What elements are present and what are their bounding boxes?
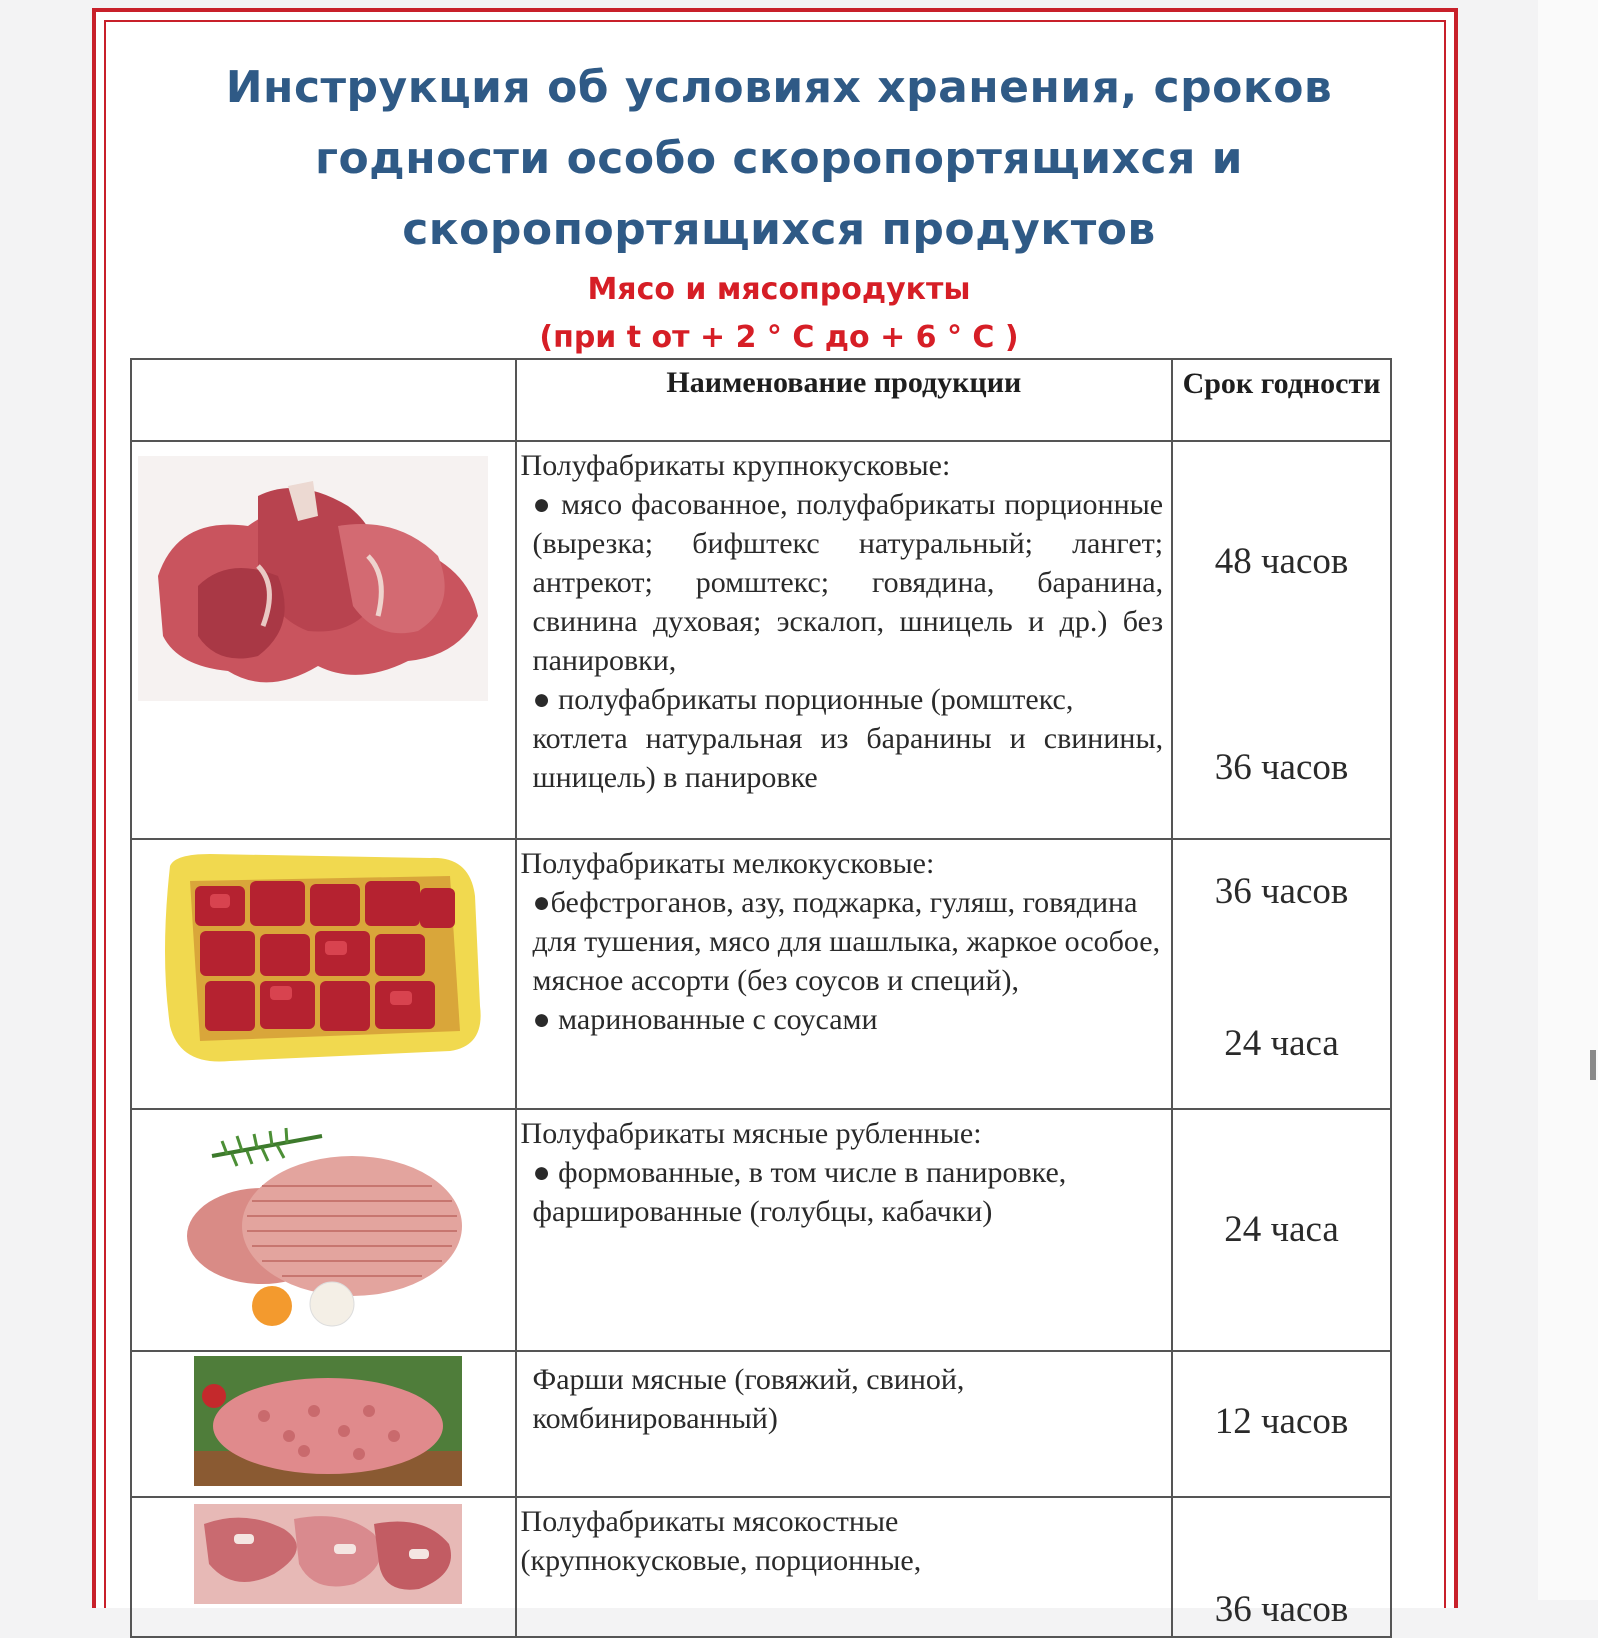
title-line-1: Инструкция об условиях хранения, сроков xyxy=(225,62,1333,113)
shelf-life-cell xyxy=(1172,1497,1391,1637)
row3-item-1: ● формованные, в том числе в панировке, фаршированные (голубцы, кабачки) xyxy=(532,1156,1067,1228)
row2-term-1: 36 часов xyxy=(1214,871,1349,912)
table-row xyxy=(131,1109,1391,1351)
subtitle-category: Мясо и мясопродукты xyxy=(587,272,971,307)
product-description-cell xyxy=(516,839,1173,1109)
row1-item-3: котлета натуральная из баранины и свинины, шницель) в панировке xyxy=(532,722,1164,794)
row2-item-2: ● маринованные с соусами xyxy=(532,1003,878,1036)
shelf-life-cell xyxy=(1172,839,1391,1109)
shelf-life-cell xyxy=(1172,1351,1391,1497)
row3-term-1: 24 часа xyxy=(1224,1209,1339,1250)
subtitle-temperature: (при t от + 2 ° С до + 6 ° С ) xyxy=(539,320,1019,355)
image-cell xyxy=(131,441,516,839)
row4-item-1: Фарши мясные (говяжий, свиной, комбинированный) xyxy=(532,1363,965,1435)
shelf-life-cell xyxy=(1172,441,1391,839)
scrollbar-thumb[interactable] xyxy=(1590,1050,1596,1080)
title-line-3: скоропортящихся продуктов xyxy=(402,204,1156,255)
row2-item-1: ●бефстроганов, азу, поджарка, гуляш, говядина для тушения, мясо для шашлыка, жаркое особое, мясное ассорти (без соусов и специй), xyxy=(532,886,1161,997)
document-sheet xyxy=(92,8,1458,1630)
table-row xyxy=(131,1497,1391,1637)
row5-heading: Полуфабрикаты мясокостные xyxy=(520,1505,899,1538)
right-margin xyxy=(1538,0,1598,1600)
header-empty-cell xyxy=(131,359,516,441)
row2-heading: Полуфабрикаты мелкокусковые: xyxy=(520,847,935,880)
row1-item-2: ● полуфабрикаты порционные (ромштекс, xyxy=(532,683,1074,716)
image-cell xyxy=(131,839,516,1109)
storage-table xyxy=(130,358,1392,1638)
product-description-cell xyxy=(516,1109,1173,1351)
product-description-cell xyxy=(516,1497,1173,1637)
row2-term-2: 24 часа xyxy=(1224,1023,1339,1064)
shelf-life-cell xyxy=(1172,1109,1391,1351)
bone-meat-image xyxy=(194,1504,462,1604)
header-product-name: Наименование продукции xyxy=(516,359,1173,441)
meat-cubes-tray-image xyxy=(150,846,490,1071)
document-subtitle xyxy=(96,266,1462,362)
ground-meat-image xyxy=(194,1356,462,1486)
row3-heading: Полуфабрикаты мясные рубленные: xyxy=(520,1117,982,1150)
image-cell xyxy=(131,1497,516,1637)
title-line-2: годности особо скоропортящихся и xyxy=(314,133,1244,184)
table-header-row xyxy=(131,359,1391,441)
product-description-cell xyxy=(516,1351,1173,1497)
header-shelf-life: Срок годности xyxy=(1172,359,1391,441)
row4-term-1: 12 часов xyxy=(1214,1401,1349,1442)
row1-heading: Полуфабрикаты крупнокусковые: xyxy=(520,449,951,482)
row1-term-2: 36 часов xyxy=(1214,747,1349,788)
product-description-cell xyxy=(516,441,1173,839)
row5-term-1: 36 часов xyxy=(1214,1589,1349,1630)
row1-item-1: ● мясо фасованное, полуфабрикаты порционные (вырезка; бифштекс натуральный; лангет; антрекот; ромштекс; говядина, баранина, свинина духовая; эскалоп, шницель и др.) без панировки, xyxy=(532,488,1164,677)
table-row xyxy=(131,441,1391,839)
minced-patties-image xyxy=(182,1126,472,1331)
image-cell xyxy=(131,1351,516,1497)
row1-term-1: 48 часов xyxy=(1214,541,1349,582)
meat-steaks-image xyxy=(138,456,488,701)
table-row xyxy=(131,1351,1391,1497)
document-title xyxy=(96,52,1462,265)
image-cell xyxy=(131,1109,516,1351)
row5-item-1: (крупнокусковые, порционные, xyxy=(520,1544,922,1577)
table-row xyxy=(131,839,1391,1109)
